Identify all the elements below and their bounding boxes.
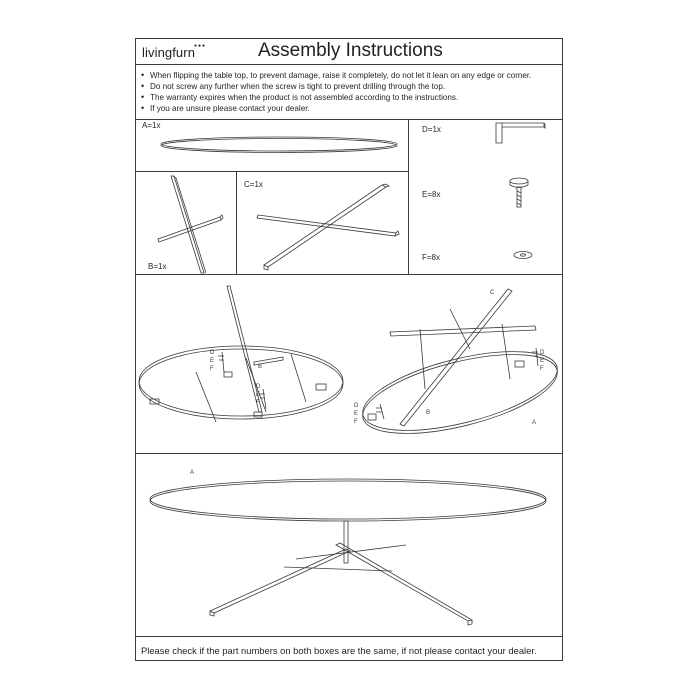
- part-a-cell: [136, 119, 408, 171]
- step-1-label-e: E: [210, 358, 215, 364]
- step-1-label-f2: F: [256, 400, 260, 406]
- part-c-label: C=1x: [244, 180, 263, 189]
- step-1-label-d2: D: [256, 384, 261, 390]
- page-title: Assembly Instructions: [258, 40, 443, 61]
- step-2-label-f: F: [354, 419, 358, 425]
- step-1-illustration: [136, 274, 350, 476]
- note-item: • When flipping the table top, to prevent damage, raise it completely, do not let it lean on any edge or corner.: [140, 70, 531, 81]
- step-2-label-d: D: [354, 403, 359, 409]
- note-item: • If you are unsure please contact your dealer.: [140, 103, 531, 114]
- allen-key-icon: [496, 123, 545, 143]
- step-2-label-b: B: [426, 410, 431, 416]
- step-2-label-d2: D: [540, 350, 545, 356]
- screw-icon: [510, 178, 528, 207]
- brand-logo: livingfurn: [142, 45, 196, 60]
- step-1-label-f: F: [210, 366, 214, 372]
- warning-notes: [140, 70, 531, 114]
- divider: [136, 636, 562, 637]
- leg-b-illustration: [136, 171, 236, 274]
- instruction-sheet: [135, 38, 563, 661]
- hardware-illustrations: [408, 119, 564, 274]
- part-f-label: F=8x: [422, 253, 441, 262]
- step-1-label-b: B: [258, 364, 263, 370]
- step-2-label-a: A: [532, 420, 537, 426]
- part-c-cell: [236, 171, 408, 274]
- step-1-label-d: D: [210, 350, 215, 356]
- step-2-label-e: E: [354, 411, 359, 417]
- washer-icon: [514, 252, 532, 259]
- step-2-label-e2: E: [540, 358, 545, 364]
- footer-notice: Please check if the part numbers on both boxes are the same, if not please contact your dealer.: [141, 645, 537, 656]
- part-d-label: D=1x: [422, 125, 441, 134]
- hardware-cell: [408, 119, 564, 274]
- assembled-table-illustration: [136, 453, 564, 636]
- note-item: • The warranty expires when the product is not assembled according to the instructions.: [140, 92, 531, 103]
- part-e-label: E=8x: [422, 190, 441, 199]
- leg-c-illustration: [236, 171, 408, 274]
- tabletop-illustration: [136, 119, 408, 171]
- step-1-label-a: A: [190, 470, 195, 476]
- divider: [136, 64, 562, 65]
- part-b-label: B=1x: [148, 262, 167, 271]
- step-1-label-e2: E: [256, 392, 261, 398]
- brand-logo-dots: ●●●: [194, 43, 207, 49]
- step-2-illustration: [350, 274, 564, 453]
- step-2-label-f2: F: [540, 366, 544, 372]
- part-b-cell: [136, 171, 236, 274]
- note-item: • Do not screw any further when the screw is tight to prevent drilling through the top.: [140, 81, 531, 92]
- step-2-label-c: C: [490, 290, 495, 296]
- part-a-label: A=1x: [142, 121, 161, 130]
